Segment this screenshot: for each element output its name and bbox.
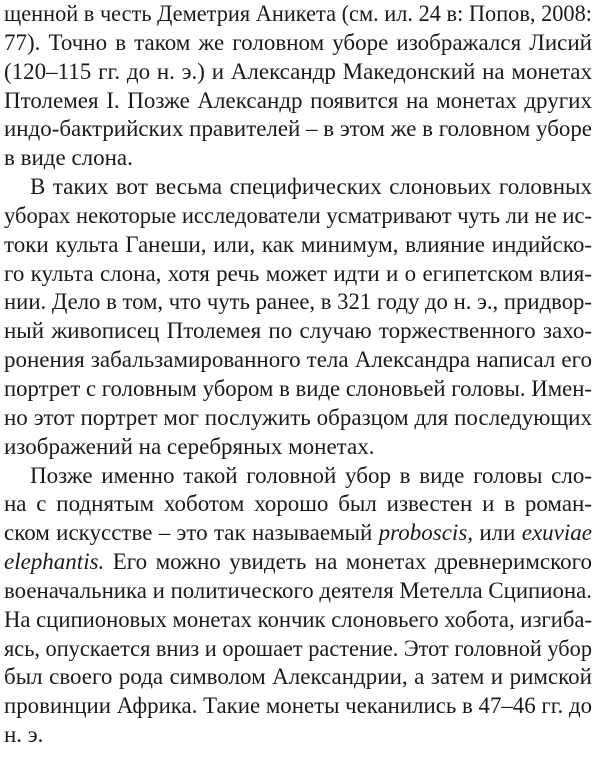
text-segment: ском искусстве – это так называемый [4,520,379,546]
text-segment: щенной в честь Деметрия Аникета (см. ил. 24 в: Попов, 2008: [4,1,592,26]
text-segment: на с поднятым хоботом хорошо был известен и в роман- [4,491,592,517]
text-segment: был своего рода символом Александрии, а затем и римской [4,664,592,690]
text-line [4,606,592,635]
text-line [4,692,592,721]
text-line [4,260,592,289]
text-line [4,173,592,202]
italic-term: proboscis, [378,520,474,546]
text-segment: или [473,520,522,546]
text-segment: го культа слона, хотя речь может идти и о египетском влия- [4,260,592,286]
text-line [4,202,592,231]
text-line [4,519,592,548]
text-segment: токи культа Ганеши, или, как минимум, влияние индийско- [4,231,592,257]
text-line [4,375,592,404]
text-segment: уборах некоторые исследователи усматривают чуть ли не ис- [4,202,592,228]
paragraph [4,0,592,173]
text-segment: ронения забальзамированного тела Александра написал его [4,347,592,373]
text-segment: нии. Дело в том, что чуть ранее, в 321 году до н. э., придвор- [4,289,592,315]
text-segment: портрет с головным убором в виде слоновьей головы. Имен- [4,375,592,401]
text-segment: 77). Точно в таком же головном уборе изображался Лисий [4,29,592,55]
text-line [4,0,592,29]
text-segment: В таких вот весьма специфических слоновьих головных [30,174,592,200]
document-page [4,0,592,750]
paragraph [4,173,592,461]
text-line [4,231,592,260]
text-line [4,317,592,346]
text-line [4,115,592,144]
text-segment: Птолемея I. Позже Александр появится на монетах других [4,87,592,113]
italic-term: exuviae [521,520,592,546]
text-segment: н. э. [4,722,44,748]
text-segment: провинции Африка. Такие монеты чеканились в 47–46 гг. до [4,693,592,719]
text-segment: Его можно увидеть на монетах древнеримского [104,549,592,575]
text-line [4,721,592,750]
text-segment: Позже именно такой головной убор в виде головы сло- [30,462,592,488]
text-segment: (120–115 гг. до н. э.) и Александр Македонский на монетах [4,58,592,84]
text-line [4,635,592,664]
text-line [4,144,592,173]
text-segment: На сципионовых монетах кончик слоновьего хобота, изгиба- [4,606,592,632]
text-segment: в виде слона. [4,145,133,171]
text-line [4,346,592,375]
text-line [4,433,592,462]
text-line [4,288,592,317]
text-segment: ясь, опускается вниз и орошает растение. Этот головной убор [4,635,592,661]
text-line [4,29,592,58]
text-line [4,663,592,692]
text-line [4,548,592,577]
text-segment: индо-бактрийских правителей – в этом же в головном уборе [4,116,592,142]
text-line [4,404,592,433]
text-line [4,577,592,606]
paragraph [4,462,592,750]
text-segment: военачальника и политического деятеля Метелла Сципиона. [4,577,592,603]
text-segment: ный живописец Птолемея по случаю торжественного захо- [4,318,592,344]
text-segment: изображений на серебряных монетах. [4,433,375,459]
text-segment: но этот портрет мог послужить образцом для последующих [4,404,592,430]
text-line [4,490,592,519]
text-line [4,58,592,87]
text-line [4,87,592,116]
italic-term: elephantis. [4,549,105,575]
text-line [4,462,592,491]
